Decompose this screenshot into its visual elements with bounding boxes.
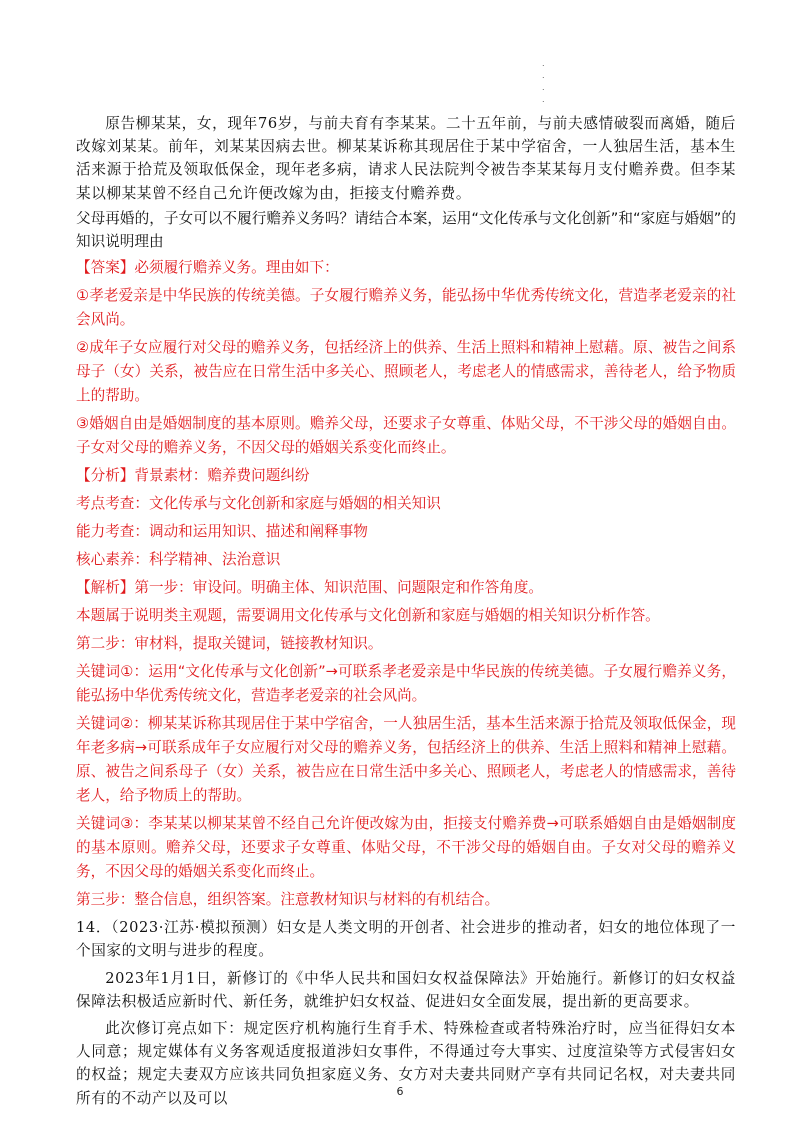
margin-marks <box>542 58 548 106</box>
document-body <box>76 112 736 1110</box>
analysis-line: 【解析】第一步：审设问。明确主体、知识范围、问题限定和作答角度。 <box>76 579 544 597</box>
answer-heading: 【答案】必须履行赡养义务。理由如下： <box>76 259 339 277</box>
analysis-block <box>76 464 736 912</box>
question-14-intro: 14．（2023·江苏·模拟预测）妇女是人类文明的开创者、社会进步的推动者，妇女的地位体现了一个国家的文明与进步的程度。 <box>76 919 736 960</box>
analysis-line: 第三步：整合信息，组织答案。注意教材知识与材料的有机结合。 <box>76 891 500 909</box>
analysis-line: 关键词③：李某某以柳某某曾不经自己允许便改嫁为由，拒接支付赡养费→可联系婚姻自由是婚姻制度的基本原则。赡养父母，还要求子女尊重、体贴父母，不干涉父母的婚姻自由。子女对父母的赡养义务，不因父母的婚姻关系变化而终止。 <box>76 815 736 881</box>
answer-block <box>76 256 736 460</box>
analysis-line: 关键词①：运用“文化传承与文化创新”→可联系孝老爱亲是中华民族的传统美德。子女履行赡养义务，能弘扬中华优秀传统文化，营造孝老爱亲的社会风尚。 <box>76 663 736 705</box>
analysis-line: 关键词②：柳某某诉称其现居住于某中学宿舍，一人独居生活，基本生活来源于拾荒及领取低保金，现年老多病→可联系成年子女应履行对父母的赡养义务，包括经济上的供养、生活上照料和精神上慰藉。原、被告之间系母子（女）关系，被告应在日常生活中多关心、照顾老人，考虑老人的情感需求，善待老人，给予物质上的帮助。 <box>76 715 736 805</box>
margin-mark: . <box>542 59 545 68</box>
question-14-paragraph: 此次修订亮点如下：规定医疗机构施行生育手术、特殊检查或者特殊治疗时，应当征得妇女本人同意；规定媒体有义务客观适度报道涉妇女事件，不得通过夸大事实、过度渲染等方式侵害妇女的权益；规定夫妻双方应该共同负担家庭义务、女方对夫妻共同财产享有共同记名权，对夫妻共同所有的不动产以及可以 <box>76 1020 736 1107</box>
answer-point: ③婚姻自由是婚姻制度的基本原则。赡养父母，还要求子女尊重、体贴父母，不干涉父母的婚姻自由。子女对父母的赡养义务，不因父母的婚姻关系变化而终止。 <box>76 415 736 457</box>
analysis-line: 考点考查：文化传承与文化创新和家庭与婚姻的相关知识 <box>76 495 441 513</box>
page-number: 6 <box>396 1085 404 1098</box>
question-text: 父母再婚的，子女可以不履行赡养义务吗？请结合本案，运用“文化传承与文化创新”和“家庭与婚姻”的知识说明理由 <box>76 209 736 251</box>
margin-mark: . <box>542 83 545 92</box>
answer-point: ②成年子女应履行对父母的赡养义务，包括经济上的供养、生活上照料和精神上慰藉。原、被告之间系母子（女）关系，被告应在日常生活中多关心、照顾老人，考虑老人的情感需求，善待老人，给予物质上的帮助。 <box>76 339 736 405</box>
material-paragraph: 原告柳某某，女，现年76岁，与前夫育有李某某。二十五年前，与前夫感情破裂而离婚，随后改嫁刘某某。前年，刘某某因病去世。柳某某诉称其现居住于某中学宿舍，一人独居生活，基本生活来源于拾荒及领取低保金，现年老多病，请求人民法院判令被告李某某每月支付赡养费。但李某某以柳某某曾不经自己允许便改嫁为由，拒接支付赡养费。 <box>76 115 736 202</box>
answer-point: ①孝老爱亲是中华民族的传统美德。子女履行赡养义务，能弘扬中华优秀传统文化，营造孝老爱亲的社会风尚。 <box>76 287 736 329</box>
margin-mark: . <box>542 95 545 104</box>
analysis-line: 【分析】背景素材：赡养费问题纠纷 <box>76 467 310 485</box>
margin-mark: . <box>542 71 545 80</box>
analysis-line: 核心素养：科学精神、法治意识 <box>76 551 281 569</box>
analysis-line: 第二步：审材料，提取关键词，链接教材知识。 <box>76 635 383 653</box>
analysis-line: 本题属于说明类主观题，需要调用文化传承与文化创新和家庭与婚姻的相关知识分析作答。 <box>76 607 660 625</box>
analysis-line: 能力考查：调动和运用知识、描述和阐释事物 <box>76 523 368 541</box>
question-14-paragraph: 2023年1月1日，新修订的《中华人民共和国妇女权益保障法》开始施行。新修订的妇女权益保障法积极适应新时代、新任务，就维护妇女权益、促进妇女全面发展，提出新的更高要求。 <box>76 969 736 1010</box>
